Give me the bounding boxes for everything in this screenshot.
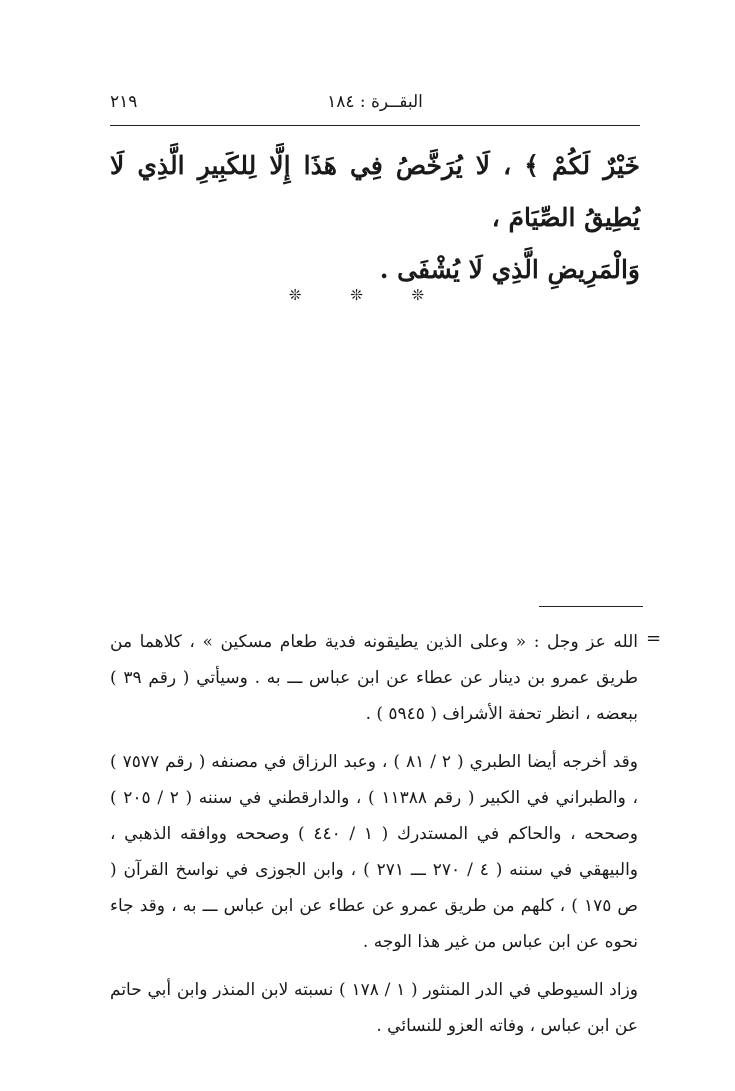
verse-line-1: خَيْرٌ لَكُمْ ﴾ ، لَا يُرَخَّصُ فِي هَذَا إِلَّا لِلكَبِيرِ الَّذِي لَا يُطِيقُ الصِّيَامَ ، [110, 151, 640, 232]
section-separator: ❊ ❊ ❊ [288, 286, 447, 304]
footnote-paragraph-3: وزاد السيوطي في الدر المنثور ( ١ / ١٧٨ ) نسبته لابن المنذر وابن أبي حاتم عن ابن عباس ، وفاته العزو للنسائي . [110, 980, 638, 1036]
verse-line-2: وَالْمَرِيضِ الَّذِي لَا يُشْفَى . [379, 255, 640, 284]
footnote-rule [539, 606, 643, 607]
verse-text [110, 140, 640, 296]
page-header [110, 92, 640, 120]
footnote-paragraph-2: وقد أخرجه أيضا الطبري ( ٢ / ٨١ ) ، وعبد الرزاق في مصنفه ( رقم ٧٥٧٧ ) ، والطبراني في الكبير ( رقم ١١٣٨٨ ) ، والدارقطني في سننه ( ٢ / ٢٠٥ ) وصححه ، والحاكم في المستدرك ( ١ / ٤٤٠ ) وصححه ووافقه الذهبي ، والبيهقي في سننه ( ٤ / ٢٧٠ ـــ ٢٧١ ) ، وابن الجوزى في نواسخ القرآن ( ص ١٧٥ ) ، كلهم من طريق عمرو عن عطاء عن ابن عباس ـــ به ، وقد جاء نحوه عن ابن عباس من غير هذا الوجه . [110, 752, 638, 952]
page-number: ٢١٩ [110, 92, 138, 112]
header-rule [110, 125, 640, 126]
footnotes [110, 624, 638, 1044]
footnote-paragraph-1: الله عز وجل : « وعلى الذين يطيقونه فدية طعام مسكين » ، كلاهما من طريق عمرو بن دينار عن عطاء عن ابن عباس ـــ به . وسيأتي ( رقم ٣٩ ) ببعضه ، انظر تحفة الأشراف ( ٥٩٤٥ ) . [110, 632, 638, 724]
footnote-continuation-mark: = [646, 628, 662, 649]
running-title: البقــرة : ١٨٤ [327, 92, 423, 112]
